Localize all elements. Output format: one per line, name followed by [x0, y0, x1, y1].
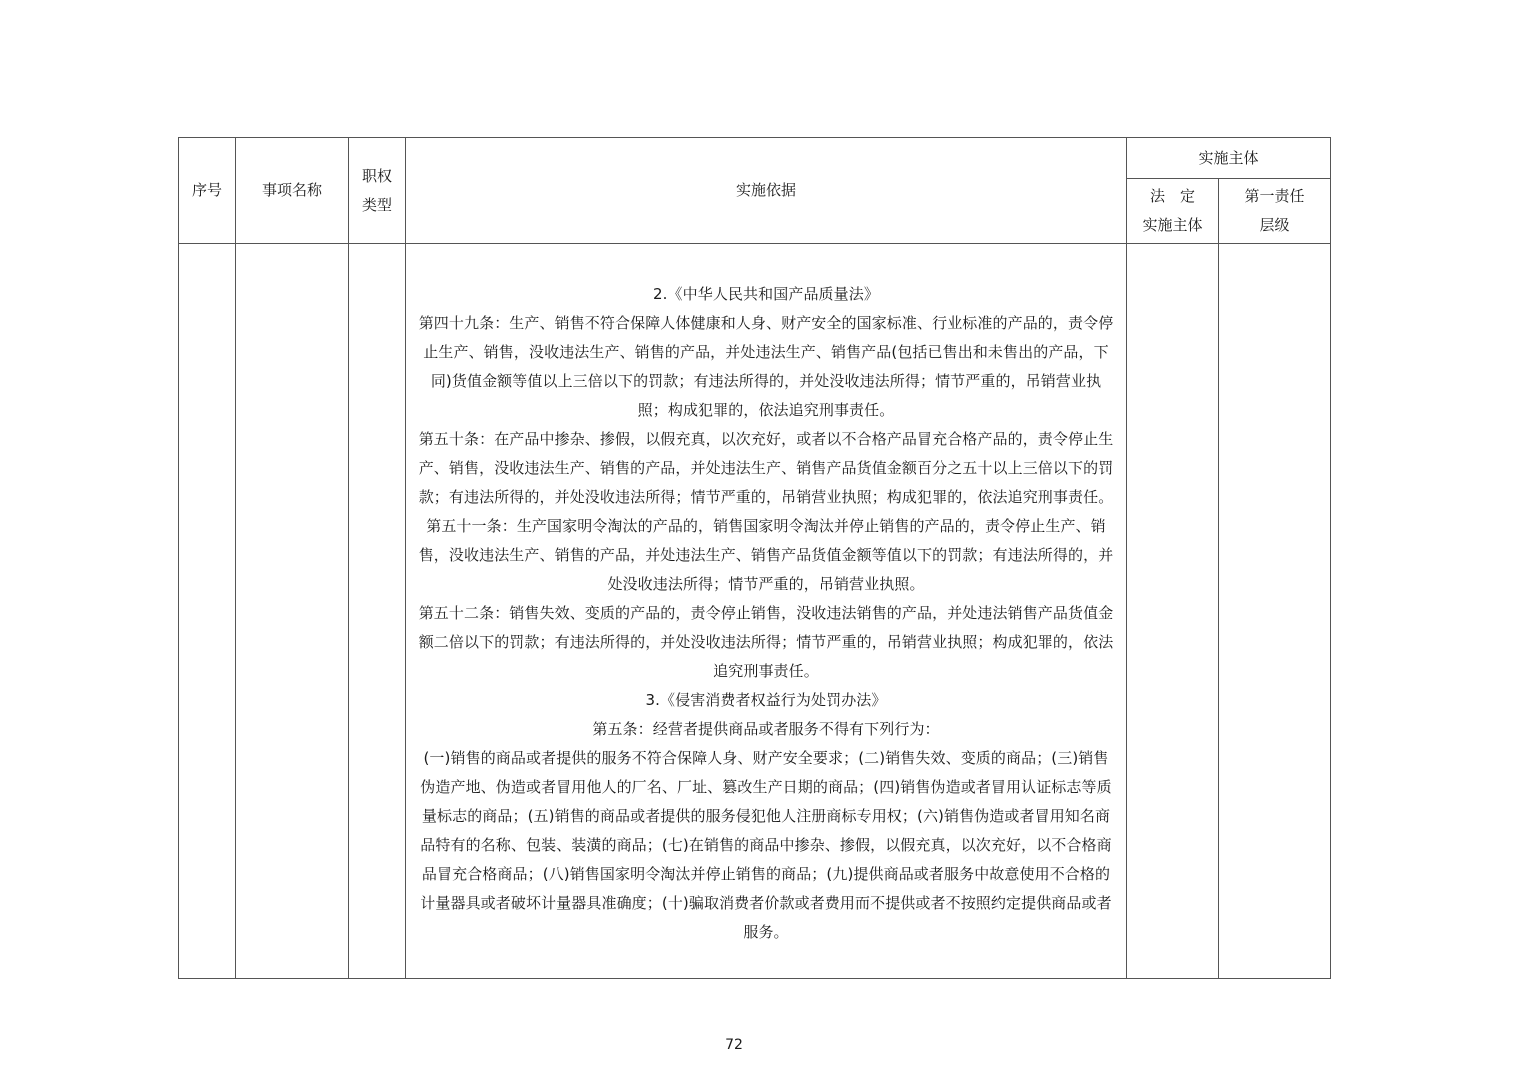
- cell-seq: [179, 244, 236, 979]
- page-number: 72: [725, 1037, 743, 1053]
- cell-basis: [406, 244, 1127, 979]
- header-first-responsibility: [1219, 179, 1331, 244]
- header-first-resp-line1: 第一责任: [1244, 187, 1305, 205]
- header-legal-subject: [1127, 179, 1219, 244]
- header-authority-type-line1: 职权: [361, 166, 392, 185]
- header-first-resp-line2: 层级: [1259, 216, 1290, 234]
- basis-paragraph: 2.《中华人民共和国产品质量法》: [653, 284, 879, 303]
- header-subject: 实施主体: [1127, 138, 1331, 179]
- basis-paragraph: 第五十条：在产品中掺杂、掺假，以假充真，以次充好，或者以不合格产品冒充合格产品的，责令停止生产、销售，没收违法生产、销售的产品，并处违法生产、销售产品货值金额百分之五十以上三倍以下的罚款；有违法所得的，并处没收违法所得；情节严重的，吊销营业执照；构成犯罪的，依法追究刑事责任。: [418, 429, 1114, 506]
- basis-paragraph: (一)销售的商品或者提供的服务不符合保障人身、财产安全要求；(二)销售失效、变质的商品；(三)销售伪造产地、伪造或者冒用他人的厂名、厂址、篡改生产日期的商品；(四)销售伪造或者冒用认证标志等质量标志的商品；(五)销售的商品或者提供的服务侵犯他人注册商标专用权；(六)销售伪造或者冒用知名商品特有的名称、包装、装潢的商品；(七)在销售的商品中掺杂、掺假，以假充真，以次充好，以不合格商品冒充合格商品；(八)销售国家明令淘汰并停止销售的商品；(九)提供商品或者服务中故意使用不合格的计量器具或者破坏计量器具准确度；(十)骗取消费者价款或者费用而不提供或者不按照约定提供商品或者服务。: [420, 748, 1112, 941]
- cell-authority-type: [349, 244, 406, 979]
- basis-paragraph: 第五十一条：生产国家明令淘汰的产品的，销售国家明令淘汰并停止销售的产品的，责令停止生产、销售，没收违法生产、销售的产品，并处违法生产、销售产品货值金额等值以下的罚款；有违法所得的，并处没收违法所得；情节严重的，吊销营业执照。: [418, 516, 1114, 593]
- header-legal-subject-line1: 法 定: [1149, 187, 1195, 205]
- header-basis: 实施依据: [406, 138, 1127, 244]
- header-authority-type: [349, 138, 406, 244]
- table-row: [179, 244, 1331, 979]
- header-legal-subject-line2: 实施主体: [1142, 216, 1203, 234]
- header-authority-type-line2: 类型: [361, 195, 392, 214]
- header-item-name: 事项名称: [236, 138, 349, 244]
- cell-legal-subject: [1127, 244, 1219, 979]
- basis-paragraph: 第五条：经营者提供商品或者服务不得有下列行为：: [592, 719, 940, 738]
- basis-paragraph: 第五十二条：销售失效、变质的产品的，责令停止销售，没收违法销售的产品，并处违法销售产品货值金额二倍以下的罚款；有违法所得的，并处没收违法所得；情节严重的，吊销营业执照；构成犯罪的，依法追究刑事责任。: [418, 603, 1114, 680]
- basis-paragraph: 第四十九条：生产、销售不符合保障人体健康和人身、财产安全的国家标准、行业标准的产品的，责令停止生产、销售，没收违法生产、销售的产品，并处违法生产、销售产品(包括已售出和未售出的产品，下同)货值金额等值以上三倍以下的罚款；有违法所得的，并处没收违法所得；情节严重的，吊销营业执照；构成犯罪的，依法追究刑事责任。: [418, 313, 1114, 419]
- header-seq: 序号: [179, 138, 236, 244]
- basis-paragraph: 3.《侵害消费者权益行为处罚办法》: [645, 690, 887, 709]
- cell-first-responsibility: [1219, 244, 1331, 979]
- enforcement-table: [178, 137, 1331, 979]
- cell-item-name: [236, 244, 349, 979]
